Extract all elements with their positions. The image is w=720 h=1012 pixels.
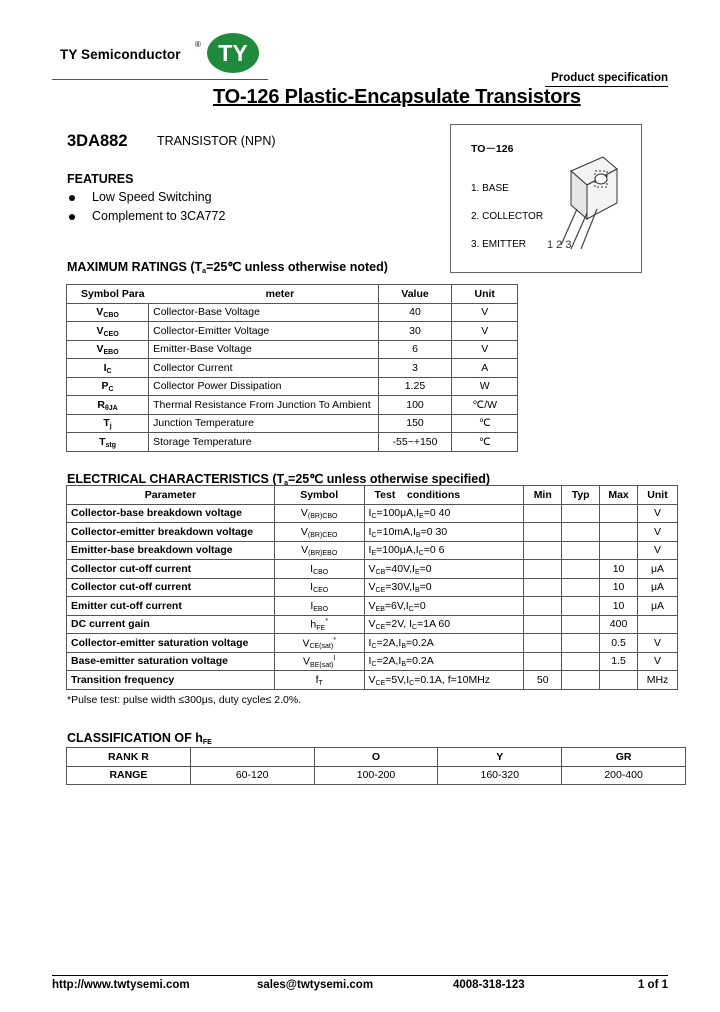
test-condition-cell: $I_E=100\mu A,I_C=0$ 6 bbox=[364, 541, 524, 560]
symbol-cell: $I_{EBO}$ bbox=[274, 597, 364, 616]
typ-cell bbox=[562, 578, 600, 597]
typ-cell bbox=[562, 615, 600, 634]
parameter-cell: Thermal Resistance From Junction To Ambient bbox=[149, 396, 378, 415]
range-cell: 160-320 bbox=[438, 766, 562, 785]
unit-cell: V bbox=[452, 322, 518, 341]
transistor-package-icon bbox=[543, 133, 639, 263]
max-cell bbox=[600, 671, 638, 690]
typ-cell bbox=[562, 504, 600, 523]
footer-email[interactable]: sales@twtysemi.com bbox=[257, 979, 374, 991]
test-condition-cell: $V_{CB}=40V,I_E=0$ bbox=[364, 560, 524, 579]
min-cell bbox=[524, 615, 562, 634]
symbol-cell: $V_{(BR)CBO}$ bbox=[274, 504, 364, 523]
col-header: Unit bbox=[452, 285, 518, 304]
part-number: 3DA882 bbox=[67, 132, 128, 150]
typ-cell bbox=[562, 541, 600, 560]
company-logo: TY bbox=[207, 33, 259, 73]
typ-cell bbox=[562, 560, 600, 579]
company-name: TY Semiconductor bbox=[60, 47, 181, 62]
table-row bbox=[67, 541, 678, 560]
col-header: Symbol bbox=[274, 486, 364, 505]
test-condition-cell: $V_{CE}=30V,I_B=0$ bbox=[364, 578, 524, 597]
package-title: TO－126 bbox=[471, 143, 514, 155]
unit-cell: V bbox=[638, 523, 678, 542]
table-row bbox=[67, 377, 518, 396]
unit-cell: V bbox=[452, 340, 518, 359]
symbol-cell: $V_{(BR)EBO}$ bbox=[274, 541, 364, 560]
unit-cell: V bbox=[638, 634, 678, 653]
table-header-row bbox=[67, 285, 518, 304]
parameter-cell: Emitter cut-off current bbox=[67, 597, 275, 616]
table-row bbox=[67, 414, 518, 433]
table-row bbox=[67, 340, 518, 359]
unit-cell: V bbox=[638, 652, 678, 671]
test-condition-cell: $I_C=2A,I_B=0.2A$ bbox=[364, 634, 524, 653]
parameter-cell: Collector-Base Voltage bbox=[149, 303, 378, 322]
table-row bbox=[67, 523, 678, 542]
classification-heading: CLASSIFICATION OF $h_{FE}$ bbox=[67, 731, 212, 746]
max-cell bbox=[600, 541, 638, 560]
electrical-heading: ELECTRICAL CHARACTERISTICS ($T_a=25℃$ unless otherwise specified) bbox=[67, 472, 491, 487]
typ-cell bbox=[562, 597, 600, 616]
parameter-cell: Base-emitter saturation voltage bbox=[67, 652, 275, 671]
symbol-cell: $V_{CEO}$ bbox=[67, 322, 149, 341]
unit-cell: W bbox=[452, 377, 518, 396]
footer-page: 1 of 1 bbox=[637, 979, 668, 991]
symbol-cell: $I_{CEO}$ bbox=[274, 578, 364, 597]
unit-cell: MHz bbox=[638, 671, 678, 690]
bullet-icon bbox=[69, 214, 75, 220]
col-header: Unit bbox=[638, 486, 678, 505]
min-cell: 50 bbox=[524, 671, 562, 690]
footer-url[interactable]: http://www.twtysemi.com bbox=[52, 979, 190, 991]
min-cell bbox=[524, 504, 562, 523]
typ-cell bbox=[562, 652, 600, 671]
value-cell: 40 bbox=[378, 303, 452, 322]
parameter-cell: Collector cut-off current bbox=[67, 578, 275, 597]
table-row bbox=[67, 560, 678, 579]
rank-cell: GR bbox=[562, 748, 686, 767]
max-cell: 0.5 bbox=[600, 634, 638, 653]
min-cell bbox=[524, 578, 562, 597]
test-condition-cell: $I_C=100\mu A,I_E=0$ 40 bbox=[364, 504, 524, 523]
unit-cell: ℃ bbox=[452, 433, 518, 452]
parameter-cell: Junction Temperature bbox=[149, 414, 378, 433]
pulse-test-note: *Pulse test: pulse width ≤300μs, duty cycle≤ 2.0%. bbox=[67, 694, 302, 706]
range-row bbox=[67, 766, 686, 785]
test-condition-cell: $V_{CE}=2V$, $I_C=1A$ 60 bbox=[364, 615, 524, 634]
min-cell bbox=[524, 541, 562, 560]
symbol-cell: $V_{EBO}$ bbox=[67, 340, 149, 359]
col-header: Max bbox=[600, 486, 638, 505]
parameter-cell: Emitter-Base Voltage bbox=[149, 340, 378, 359]
symbol-cell: $I_{CBO}$ bbox=[274, 560, 364, 579]
rank-row bbox=[67, 748, 686, 767]
max-cell bbox=[600, 504, 638, 523]
range-cell: 60-120 bbox=[190, 766, 314, 785]
min-cell bbox=[524, 560, 562, 579]
parameter-cell: Collector-base breakdown voltage bbox=[67, 504, 275, 523]
table-row bbox=[67, 303, 518, 322]
max-cell: 400 bbox=[600, 615, 638, 634]
table-row bbox=[67, 597, 678, 616]
min-cell bbox=[524, 523, 562, 542]
max-cell bbox=[600, 523, 638, 542]
value-cell: 3 bbox=[378, 359, 452, 378]
min-cell bbox=[524, 597, 562, 616]
table-row bbox=[67, 671, 678, 690]
typ-cell bbox=[562, 523, 600, 542]
unit-cell: V bbox=[638, 504, 678, 523]
test-condition-cell: $I_C=2A,I_B=0.2A$ bbox=[364, 652, 524, 671]
col-header: Test conditions bbox=[364, 486, 524, 505]
col-header: meter bbox=[149, 285, 378, 304]
symbol-cell: $V_{BE(sat)}^I$ bbox=[274, 652, 364, 671]
rank-cell: O bbox=[314, 748, 438, 767]
parameter-cell: Collector-Emitter Voltage bbox=[149, 322, 378, 341]
unit-cell: ℃ bbox=[452, 414, 518, 433]
classification-table bbox=[66, 747, 686, 785]
package-box bbox=[450, 124, 642, 273]
col-header: Typ bbox=[562, 486, 600, 505]
symbol-cell: $R_{\theta JA}$ bbox=[67, 396, 149, 415]
table-row bbox=[67, 359, 518, 378]
parameter-cell: Emitter-base breakdown voltage bbox=[67, 541, 275, 560]
table-row bbox=[67, 615, 678, 634]
range-cell: 100-200 bbox=[314, 766, 438, 785]
value-cell: 6 bbox=[378, 340, 452, 359]
parameter-cell: Collector Current bbox=[149, 359, 378, 378]
footer-phone: 4008-318-123 bbox=[453, 979, 525, 991]
value-cell: 150 bbox=[378, 414, 452, 433]
table-row bbox=[67, 433, 518, 452]
test-condition-cell: $V_{EB}=6V,I_C=0$ bbox=[364, 597, 524, 616]
max-cell: 1.5 bbox=[600, 652, 638, 671]
value-cell: 100 bbox=[378, 396, 452, 415]
bullet-icon bbox=[69, 195, 75, 201]
table-row bbox=[67, 652, 678, 671]
unit-cell: μA bbox=[638, 597, 678, 616]
typ-cell bbox=[562, 634, 600, 653]
col-header: Value bbox=[378, 285, 452, 304]
features-heading: FEATURES bbox=[67, 172, 134, 186]
rank-label: RANK R bbox=[67, 748, 191, 767]
col-header: Min bbox=[524, 486, 562, 505]
value-cell: 30 bbox=[378, 322, 452, 341]
pin-label-base: 1. BASE bbox=[471, 183, 509, 194]
unit-cell: μA bbox=[638, 578, 678, 597]
table-row bbox=[67, 578, 678, 597]
parameter-cell: Storage Temperature bbox=[149, 433, 378, 452]
range-cell: 200-400 bbox=[562, 766, 686, 785]
unit-cell bbox=[638, 615, 678, 634]
electrical-table bbox=[66, 485, 678, 690]
table-row bbox=[67, 396, 518, 415]
typ-cell bbox=[562, 671, 600, 690]
test-condition-cell: $V_{CE}=5V,I_C=0.1A$, f=10MHz bbox=[364, 671, 524, 690]
max-cell: 10 bbox=[600, 578, 638, 597]
value-cell: -55~+150 bbox=[378, 433, 452, 452]
max-ratings-heading: MAXIMUM RATINGS ($T_a=25℃$ unless otherwise noted) bbox=[67, 260, 388, 275]
table-row bbox=[67, 322, 518, 341]
symbol-cell: $T_j$ bbox=[67, 414, 149, 433]
symbol-cell: $V_{(BR)CEO}$ bbox=[274, 523, 364, 542]
table-row bbox=[67, 634, 678, 653]
pin-numbers: 1 2 3 bbox=[547, 239, 572, 251]
parameter-cell: Collector-emitter saturation voltage bbox=[67, 634, 275, 653]
header-rule bbox=[52, 79, 268, 80]
parameter-cell: Collector cut-off current bbox=[67, 560, 275, 579]
unit-cell: V bbox=[638, 541, 678, 560]
feature-item: Low Speed Switching bbox=[67, 190, 212, 204]
symbol-cell: $I_C$ bbox=[67, 359, 149, 378]
value-cell: 1.25 bbox=[378, 377, 452, 396]
document-title: TO-126 Plastic-Encapsulate Transistors bbox=[213, 86, 581, 108]
unit-cell: ℃/W bbox=[452, 396, 518, 415]
parameter-cell: DC current gain bbox=[67, 615, 275, 634]
symbol-cell: $V_{CBO}$ bbox=[67, 303, 149, 322]
unit-cell: μA bbox=[638, 560, 678, 579]
min-cell bbox=[524, 634, 562, 653]
table-header-row bbox=[67, 486, 678, 505]
test-condition-cell: $I_C=10mA,I_B=0$ 30 bbox=[364, 523, 524, 542]
parameter-cell: Collector-emitter breakdown voltage bbox=[67, 523, 275, 542]
parameter-cell: Transition frequency bbox=[67, 671, 275, 690]
unit-cell: V bbox=[452, 303, 518, 322]
col-header: Symbol Para bbox=[67, 285, 149, 304]
unit-cell: A bbox=[452, 359, 518, 378]
pin-label-collector: 2. COLLECTOR bbox=[471, 211, 544, 222]
min-cell bbox=[524, 652, 562, 671]
rank-cell bbox=[190, 748, 314, 767]
rank-cell: Y bbox=[438, 748, 562, 767]
pin-label-emitter: 3. EMITTER bbox=[471, 239, 527, 250]
parameter-cell: Collector Power Dissipation bbox=[149, 377, 378, 396]
max-cell: 10 bbox=[600, 597, 638, 616]
max-cell: 10 bbox=[600, 560, 638, 579]
product-spec-label: Product specification bbox=[551, 72, 668, 84]
symbol-cell: $f_T$ bbox=[274, 671, 364, 690]
registered-mark: ® bbox=[195, 40, 201, 49]
table-row bbox=[67, 504, 678, 523]
symbol-cell: $T_{stg}$ bbox=[67, 433, 149, 452]
symbol-cell: $P_C$ bbox=[67, 377, 149, 396]
symbol-cell: $V_{CE(sat)}^*$ bbox=[274, 634, 364, 653]
range-label: RANGE bbox=[67, 766, 191, 785]
footer-rule bbox=[52, 975, 668, 976]
part-description: TRANSISTOR (NPN) bbox=[157, 134, 276, 148]
col-header: Parameter bbox=[67, 486, 275, 505]
max-ratings-table bbox=[66, 284, 518, 452]
feature-item: Complement to 3CA772 bbox=[67, 209, 225, 223]
symbol-cell: $h_{FE}^*$ bbox=[274, 615, 364, 634]
